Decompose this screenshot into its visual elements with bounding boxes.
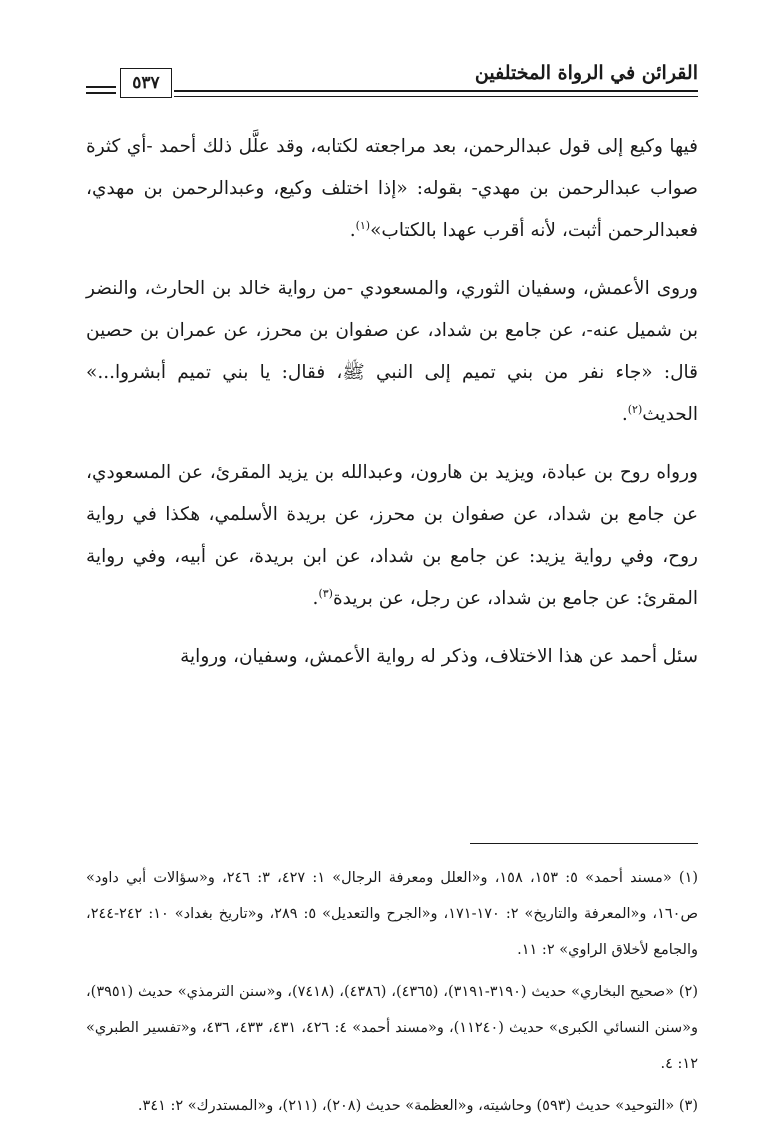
header-rule <box>174 90 698 97</box>
page-header <box>86 60 698 104</box>
footnotes <box>86 860 698 1130</box>
paragraph: فيها وكيع إلى قول عبدالرحمن، بعد مراجعته لكتابه، وقد علَّل ذلك أحمد -أي كثرة صواب عبدالرحمن بن مهدي- بقوله: «إذا اختلف وكيع، وعبدالرحمن بن مهدي، فعبدالرحمن أثبت، لأنه أقرب عهدا بالكتاب»$^{(١)}$. <box>86 136 698 241</box>
footnote: (١) «مسند أحمد» ٥: ١٥٣، ١٥٨، و«العلل ومعرفة الرجال» ١: ٤٢٧، ٣: ٢٤٦، و«سؤالات أبي داود» ص١٦٠، و«المعرفة والتاريخ» ٢: ١٧٠-١٧١، و«الجرح والتعديل» ٥: ٢٨٩، و«تاريخ بغداد» ١٠: ٢٤٢-٢٤٤، والجامع لأخلاق الراوي» ٢: ١١. <box>86 870 699 958</box>
footnote-ref: (٣) <box>318 586 333 600</box>
footnote: (٢) «صحيح البخاري» حديث (٣١٩٠-٣١٩١)، (٤٣٦٥)، (٤٣٨٦)، (٧٤١٨)، و«سنن الترمذي» حديث (٣٩٥١)، و«سنن النسائي الكبرى» حديث (١١٢٤٠)، و«مسند أحمد» ٤: ٤٢٦، ٤٣١، ٤٣٣، ٤٣٦، و«تفسير الطبري» ١٢: ٤. <box>86 984 699 1072</box>
footnote-separator <box>470 843 698 844</box>
footnote-ref: (١) <box>355 218 371 232</box>
page-number: ٥٣٧ <box>120 68 172 98</box>
running-title: القرائن في الرواة المختلفين <box>474 62 698 84</box>
paragraph: وروى الأعمش، وسفيان الثوري، والمسعودي -من رواية خالد بن الحارث، والنضر بن شميل عنه-، عن جامع بن شداد، عن صفوان بن محرز، عن عمران بن حصين قال: «جاء نفر من بني تميم إلى النبي ﷺ، فقال: يا بني تميم أبشروا...» الحديث$^{(٢)}$. <box>86 278 698 425</box>
paragraph: سئل أحمد عن هذا الاختلاف، وذكر له رواية الأعمش، وسفيان، ورواية <box>180 646 698 667</box>
header-ornament-bars <box>86 86 116 98</box>
paragraph: ورواه روح بن عبادة، ويزيد بن هارون، وعبدالله بن يزيد المقرئ، عن المسعودي، عن جامع بن شداد، عن صفوان بن محرز، عن بريدة الأسلمي، هكذا في رواية روح، وفي رواية يزيد: عن جامع بن شداد، عن ابن بريدة، عن أبيه، وفي رواية المقرئ: عن جامع بن شداد، عن رجل، عن بريدة$^{(٣)}$. <box>86 462 698 609</box>
main-text <box>86 126 698 694</box>
footnote: (٣) «التوحيد» حديث (٥٩٣) وحاشيته، و«العظمة» حديث (٢٠٨)، (٢١١)، و«المستدرك» ٢: ٣٤١. <box>137 1098 698 1114</box>
footnote-ref: (٢) <box>627 402 643 416</box>
